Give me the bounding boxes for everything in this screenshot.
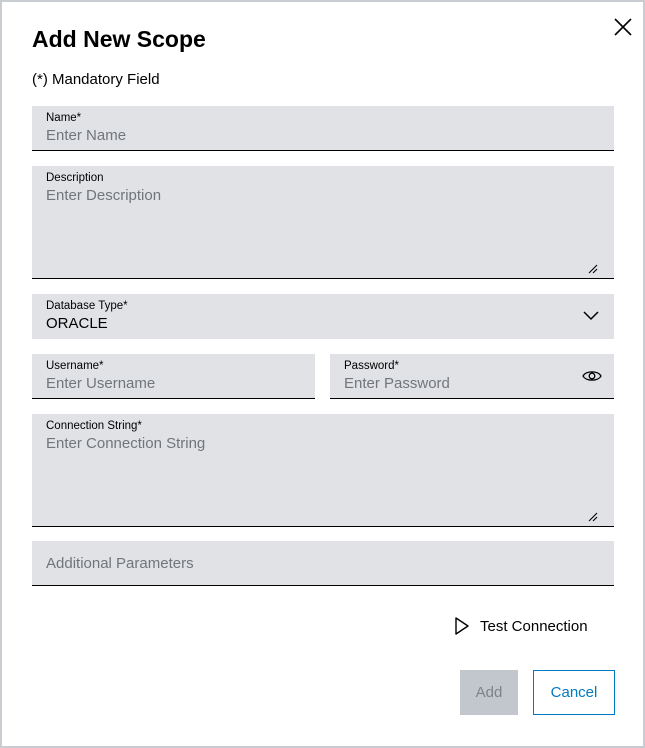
name-label: Name* xyxy=(46,112,82,124)
additional-parameters-field[interactable] xyxy=(32,541,614,586)
additional-parameters-placeholder: Additional Parameters xyxy=(46,555,194,572)
database-type-value: ORACLE xyxy=(46,315,108,332)
name-field[interactable] xyxy=(32,106,614,151)
add-scope-dialog xyxy=(2,2,643,746)
connection-string-field[interactable] xyxy=(32,414,614,527)
username-label: Username* xyxy=(46,360,104,372)
database-type-select[interactable] xyxy=(32,294,614,339)
password-placeholder: Enter Password xyxy=(344,375,450,392)
test-connection-button[interactable] xyxy=(454,614,588,638)
add-button[interactable]: Add xyxy=(460,670,518,715)
name-placeholder: Enter Name xyxy=(46,127,127,144)
mandatory-note: (*) Mandatory Field xyxy=(32,71,160,88)
description-label: Description xyxy=(46,172,104,184)
username-placeholder: Enter Username xyxy=(46,375,156,392)
connection-string-label: Connection String* xyxy=(46,420,142,432)
play-icon xyxy=(454,616,470,636)
password-field[interactable] xyxy=(330,354,614,399)
password-label: Password* xyxy=(344,360,399,372)
username-field[interactable] xyxy=(32,354,315,399)
eye-icon[interactable] xyxy=(582,369,602,383)
cancel-button[interactable]: Cancel xyxy=(533,670,615,715)
dialog-title: Add New Scope xyxy=(32,26,206,52)
test-connection-label: Test Connection xyxy=(480,617,588,635)
description-placeholder: Enter Description xyxy=(46,187,162,204)
database-type-label: Database Type* xyxy=(46,300,128,312)
chevron-down-icon xyxy=(582,309,600,321)
close-icon[interactable] xyxy=(612,16,634,38)
connection-string-placeholder: Enter Connection String xyxy=(46,435,206,452)
description-field[interactable] xyxy=(32,166,614,279)
resize-handle-icon[interactable] xyxy=(588,512,598,522)
resize-handle-icon[interactable] xyxy=(588,264,598,274)
